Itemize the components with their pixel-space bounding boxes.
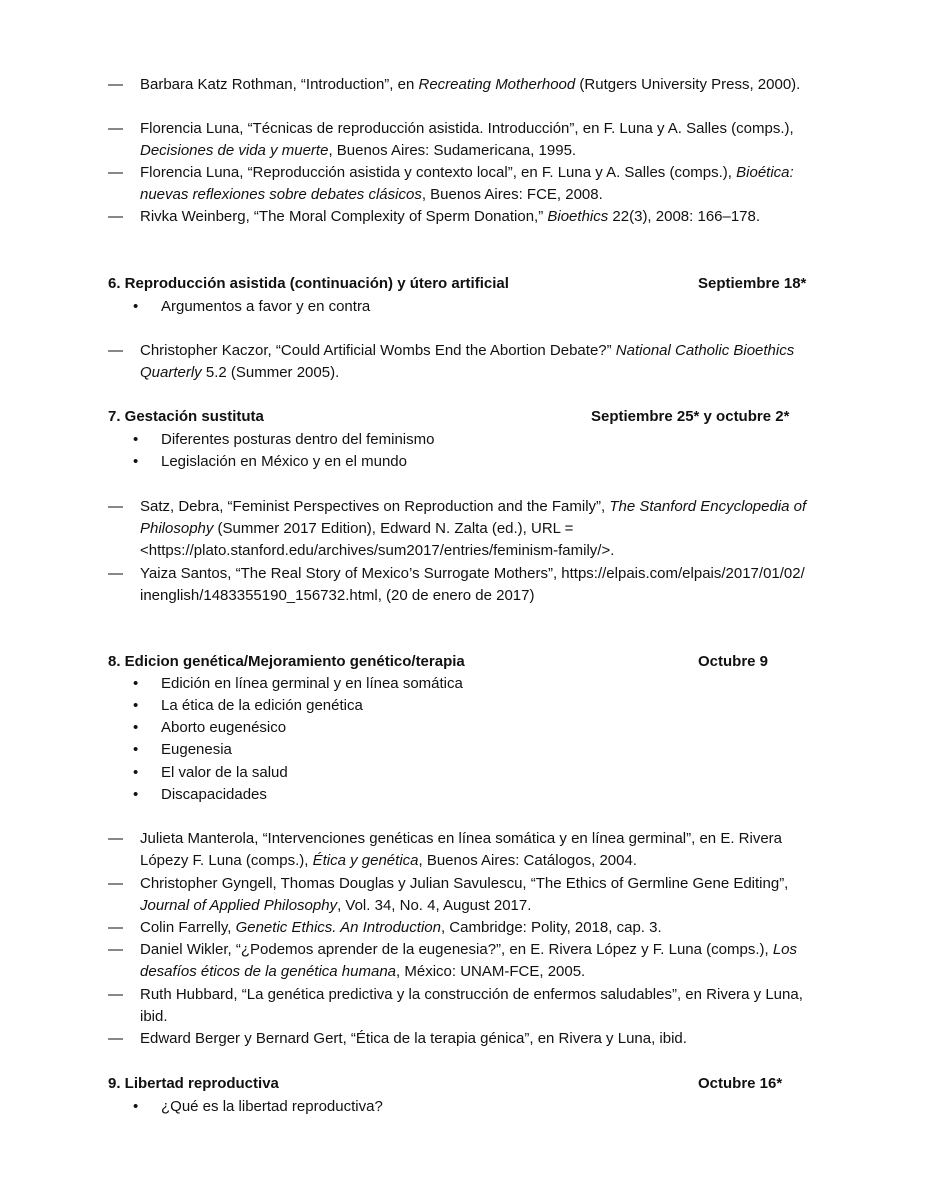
dash-marker: —	[108, 919, 123, 936]
dash-marker: —	[108, 208, 123, 225]
section-date: Octubre 16*	[698, 1075, 783, 1092]
reference-item: — Ruth Hubbard, “La genética predictiva y la construcción de enfermos saludables”, en Rivera y Luna, ibid.	[108, 986, 803, 1025]
dash-marker: —	[108, 164, 123, 181]
dash-marker: —	[108, 1030, 123, 1047]
dash-marker: —	[108, 875, 123, 892]
section-date: Octubre 9	[698, 653, 769, 670]
reference-item: — Florencia Luna, “Técnicas de reproducción asistida. Introducción”, en F. Luna y A. Salles (comps.), Decisiones de vida y muerte, Buenos Aires: Sudamericana, 1995.	[108, 120, 794, 159]
section-title: 9. Libertad reproductiva	[108, 1075, 279, 1092]
dash-marker: —	[108, 565, 123, 582]
reference-item: — Florencia Luna, “Reproducción asistida y contexto local”, en F. Luna y A. Salles (comps.), Bioética: nuevas reflexiones sobre debates clásicos, Buenos Aires: FCE, 2008.	[108, 164, 794, 203]
dash-marker: —	[108, 498, 123, 515]
reference-item: — Satz, Debra, “Feminist Perspectives on Reproduction and the Family”, The Stanford Encyclopedia of Philosophy (Summer 2017 Edition), Edward N. Zalta (ed.), URL = <https://plato.stanford.edu/archives/sum2017/entries/feminism-family/>.	[108, 498, 807, 559]
section-title: 6. Reproducción asistida (continuación) y útero artificial	[108, 275, 509, 292]
reference-item: — Colin Farrelly, Genetic Ethics. An Introduction, Cambridge: Polity, 2018, cap. 3.	[108, 917, 808, 939]
section-date: Septiembre 25* y octubre 2*	[591, 408, 790, 425]
dash-marker: —	[108, 342, 123, 359]
reference-item: — Julieta Manterola, “Intervenciones genéticas en línea somática y en línea germinal”, en E. Rivera Lópezy F. Luna (comps.), Ética y genética, Buenos Aires: Catálogos, 2004.	[108, 830, 783, 869]
reference-item: — Christopher Gyngell, Thomas Douglas y Julian Savulescu, “The Ethics of Germline Gene Editing”, Journal of Applied Philosophy, Vol. 34, No. 4, August 2017.	[108, 875, 789, 914]
dash-marker: —	[108, 76, 123, 93]
dash-marker: —	[108, 941, 123, 958]
dash-marker: —	[108, 986, 123, 1003]
reference-item: — Edward Berger y Bernard Gert, “Ética de la terapia génica”, en Rivera y Luna, ibid.	[108, 1028, 808, 1050]
reference-item: — Christopher Kaczor, “Could Artificial Wombs End the Abortion Debate?” National Catholic Bioethics Quarterly 5.2 (Summer 2005).	[108, 342, 795, 381]
reference-item: — Barbara Katz Rothman, “Introduction”, en Recreating Motherhood (Rutgers University Press, 2000).	[108, 74, 808, 96]
dash-marker: —	[108, 830, 123, 847]
section-date: Septiembre 18*	[698, 275, 807, 292]
section-title: 8. Edicion genética/Mejoramiento genético/terapia	[108, 653, 465, 670]
document-page: — Barbara Katz Rothman, “Introduction”, en Recreating Motherhood (Rutgers University Press, 2000). — Florencia Luna, “Técnicas de reproducción asistida. Introducción”, en F. Luna y A. Salles (comps.), Decisiones de vida y muerte, Buenos Aires: Sudamericana, 1995. — Florencia Luna, “Reproducción asistida y contexto local”, en F. Luna y A. Salles (comps.), Bioética: nuevas reflexiones sobre debates clásicos, Buenos Aires: FCE, 2008. — Rivka Weinberg, “The Moral Complexity of Sperm Donation,” Bioethics 22(3), 2008: 166–178. 6. Reproducción asistida (continuación) y útero artificial Septiembre 18* • Argumentos a favor y en contra — Christopher Kaczor, “Could Artificial Wombs End the Abortion Debate?” National Catholic Bioethics Quarterly 5.2 (Summer 2005). 7. Gestación sustituta Septiembre 25* y octubre 2* • Diferentes posturas dentro del feminismo • Legislación en México y en el mundo — Satz, Debra, “Feminist Perspectives on Reproduction and the Family”, The Stanford Encyclopedia of Philosophy (Summer 2017 Edition), Edward N. Zalta (ed.), URL = <https://plato.stanford.edu/archives/sum2017/entries/feminism-family/>. — Yaiza Santos, “The Real Story of Mexico’s Surrogate Mothers”, https://elpais.com/elpais/2017/01/02/inenglish/1483355190_156732.html, (20 de enero de 2017) 8. Edicion genética/Mejoramiento genético/terapia Octubre 9 • Edición en línea germinal y en línea somática • La ética de la edición genética • Aborto eugenésico • Eugenesia • El valor de la salud • Discapacidades — Julieta Manterola, “Intervenciones genéticas en línea somática y en línea germinal”, en E. Rivera Lópezy F. Luna (comps.), Ética y genética, Buenos Aires: Catálogos, 2004. — Christopher Gyngell, Thomas Douglas y Julian Savulescu, “The Ethics of Germline Gene Editing”, Journal of Applied Philosophy, Vol. 34, No. 4, August 2017. — Colin Farrelly, Genetic Ethics. An Introduction, Cambridge: Polity, 2018, cap. 3. — Daniel Wikler, “¿Podemos aprender de la eugenesia?”, en E. Rivera López y F. Luna (comps.), Los desafíos éticos de la genética humana, México: UNAM-FCE, 2005. — Ruth Hubbard, “La genética predictiva y la construcción de enfermos saludables”, en Rivera y Luna, ibid. — Edward Berger y Bernard Gert, “Ética de la terapia génica”, en Rivera y Luna, ibid. 9. Libertad reproductiva Octubre 16* • ¿Qué es la libertad reproductiva?	[108, 76, 807, 1115]
section-title: 7. Gestación sustituta	[108, 408, 264, 425]
reference-item: — Rivka Weinberg, “The Moral Complexity of Sperm Donation,” Bioethics 22(3), 2008: 166–178.	[108, 206, 808, 228]
reference-item: — Daniel Wikler, “¿Podemos aprender de la eugenesia?”, en E. Rivera López y F. Luna (comps.), Los desafíos éticos de la genética humana, México: UNAM-FCE, 2005.	[108, 941, 797, 980]
reference-item: — Yaiza Santos, “The Real Story of Mexico’s Surrogate Mothers”, https://elpais.com/elpais/2017/01/02/inenglish/1483355190_156732.html, (20 de enero de 2017)	[108, 565, 805, 604]
dash-marker: —	[108, 120, 123, 137]
